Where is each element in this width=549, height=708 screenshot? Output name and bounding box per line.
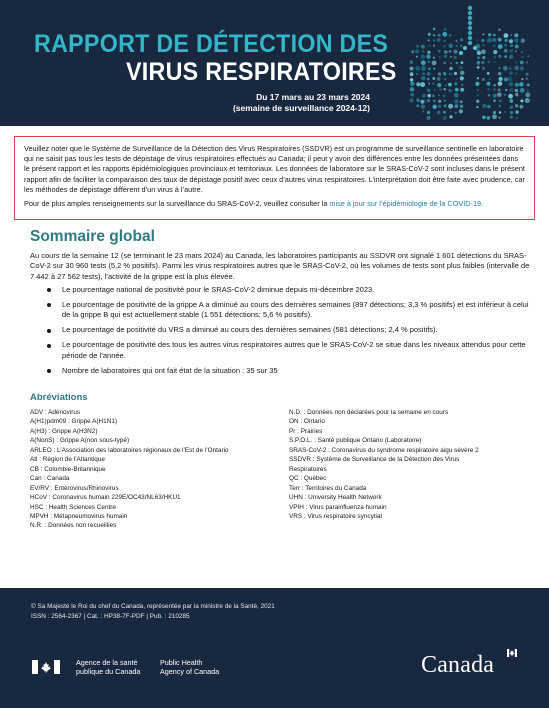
abbreviation-item: HSC : Health Sciences Centre — [30, 503, 116, 511]
lungs-dots-icon — [395, 4, 545, 124]
abbreviation-item: N.R. : Données non recueillies — [30, 522, 117, 530]
summary-heading: Sommaire global — [30, 228, 155, 245]
abbreviation-item: Respiratoires — [289, 465, 327, 473]
summary-bullets — [30, 285, 530, 381]
bullet-icon — [47, 329, 51, 333]
surveillance-week: (semaine de surveillance 2024-12) — [232, 103, 370, 113]
abbreviation-item: EV/RV : Entérovirus/Rhinovirus — [30, 484, 119, 492]
report-dates — [200, 92, 370, 114]
abbreviations-heading: Abréviations — [30, 392, 88, 403]
bullet-text: Le pourcentage de positivité de la grippe A a diminué au cours des dernières semaines (897 détections; 3,3 % positifs) et est inférieur à celui de la grippe B qui est actuellement stable (1 551 détections; 5,6 % positifs). — [62, 300, 529, 320]
report-footer — [0, 588, 549, 708]
agency-en-line: Agency of Canada — [160, 667, 220, 677]
abbreviation-item: Pr : Prairies — [289, 427, 323, 435]
notice-paragraph-more-info — [24, 199, 525, 209]
agency-name-en — [160, 658, 219, 677]
abbreviation-item: VPIH : Virus parainfluenza humain — [289, 503, 387, 511]
bullet-text: Le pourcentage national de positivité pour le SRAS-CoV-2 diminue depuis mi-décembre 2023. — [62, 285, 375, 294]
abbreviation-item: MPVH : Métapneumovirus humain — [30, 512, 128, 520]
summary-bullet — [30, 285, 530, 295]
abbreviations-right-column — [289, 408, 529, 521]
agency-name-fr — [76, 658, 140, 677]
agency-fr-line: publique du Canada — [76, 667, 141, 677]
abbreviation-item: A(NonS) : Grippe A(non sous-typé) — [30, 437, 130, 445]
agency-en-line: Public Health — [160, 658, 203, 667]
summary-intro: Au cours de la semaine 12 (se terminant le 23 mars 2024) au Canada, les laboratoires participants au SSDVR ont signalé 1 601 détections du SRAS-CoV-2 sur 30 960 tests (5,2 % positifs). Parmi les virus respiratoires autres que le SRAS-CoV-2, où les volumes de tests sont plus faibles (intervalle de 7 442 à 27 562 tests), l’activité de la grippe est la plus élevée. — [30, 251, 530, 281]
bullet-icon — [47, 303, 51, 307]
covid-epidemiology-link[interactable]: mise à jour sur l’épidémiologie de la COVID-19 — [329, 199, 482, 209]
summary-bullet — [30, 300, 530, 321]
publication-info: ISSN : 2564-2367 | Cat. : HP38-7F-PDF | Pub. : 210285 — [31, 613, 190, 620]
abbreviation-item: VRS : Virus respiratoire syncytial — [289, 512, 382, 520]
summary-bullet — [30, 325, 530, 335]
abbreviation-item: CB : Colombie-Britannique — [30, 465, 106, 473]
bullet-icon — [47, 344, 51, 348]
report-title-line2: VIRUS RESPIRATOIRES — [126, 58, 397, 86]
disclaimer-notice — [14, 136, 535, 220]
bullet-text: Le pourcentage de positivité du VRS a diminué au cours des dernières semaines (581 détections; 2,4 % positifs). — [62, 325, 438, 335]
abbreviation-item: HCoV : Coronavirus humain 229E/OC43/NL63/HKU1 — [30, 494, 181, 502]
abbreviation-item: A(H3) : Grippe A(H3N2) — [30, 427, 98, 435]
abbreviation-item: Can : Canada — [30, 475, 70, 483]
notice-text: Pour de plus amples renseignements sur la surveillance du SRAS-CoV-2, veuillez consulter la — [24, 199, 330, 209]
abbreviation-item: Atl : Région de l’Atlantique — [30, 456, 105, 464]
date-range: Du 17 mars au 23 mars 2024 — [256, 92, 370, 102]
notice-text: . — [481, 199, 484, 209]
bullet-text: Le pourcentage de positivité des tous les autres virus respiratoires autres que le SRAS-CoV-2 se situe dans les niveaux attendus pour cette période de l’année. — [62, 340, 526, 360]
abbreviation-item: QC : Québec — [289, 475, 327, 483]
abbreviations-left-column — [30, 408, 280, 531]
abbreviation-item: A(H1)pdm09 : Grippe A(H1N1) — [30, 418, 118, 426]
report-title-line1: RAPPORT DE DÉTECTION DES — [34, 30, 389, 58]
copyright-text: © Sa Majesté le Roi du chef du Canada, représentée par la ministre de la Santé, 2021 — [31, 603, 275, 610]
wordmark-flag-icon — [507, 649, 517, 657]
abbreviation-item: ARLEO : L’Association des laboratoires régionaux de l’Est de l’Ontario — [30, 446, 229, 454]
canada-flag-icon — [32, 660, 60, 674]
abbreviation-item: UHN : University Health Network — [289, 494, 382, 502]
abbreviation-item: ADV : Adénovirus — [30, 409, 81, 416]
copyright-block — [31, 602, 275, 622]
abbreviation-item: Terr : Territoires du Canada — [289, 484, 367, 492]
summary-bullet — [30, 340, 530, 361]
agency-fr-line: Agence de la santé — [76, 658, 138, 667]
bullet-icon — [47, 369, 51, 373]
abbreviation-item: S.P.O.L. : Santé publique Ontario (Laboratoire) — [289, 437, 422, 445]
canada-wordmark: Canada — [421, 652, 495, 678]
report-header — [0, 0, 549, 126]
bullet-text: Nombre de laboratoires qui ont fait état de la situation : 35 sur 35 — [62, 365, 278, 375]
abbreviation-item: ON : Ontario — [289, 418, 325, 426]
bullet-icon — [47, 288, 51, 292]
abbreviation-item: SSDVR : Système de Surveillance de la Détection des Virus — [289, 456, 460, 464]
notice-paragraph: Veuillez noter que le Système de Surveillance de la Détection des Virus Respiratoires (SSDVR) est un programme de surveillance sentinelle en laboratoire qui ne saisit pas tous les tests de dépistage de virus respiratoires effectués au Canada; il peut y avoir des différences entre les données présentées dans le présent rapport et les rapports épidémiologiques provinciaux et territoriaux. Les données de laboratoire sur le SRAS-CoV-2 sont incluses dans le présent rapport afin de faciliter la comparaison des taux de dépistage positif avec ceux d’autres virus respiratoires. L’interprétation doit être faite avec prudence, car les méthodes de dépistage diffèrent d’un virus à l’autre. — [24, 144, 525, 194]
abbreviation-item: N.D. : Données non déclarées pour la semaine en cours — [289, 409, 449, 416]
summary-bullet — [30, 366, 530, 376]
abbreviation-item: SRAS-CoV-2 : Coronavirus du syndrome respiratoire aigu sévère 2 — [289, 446, 479, 454]
